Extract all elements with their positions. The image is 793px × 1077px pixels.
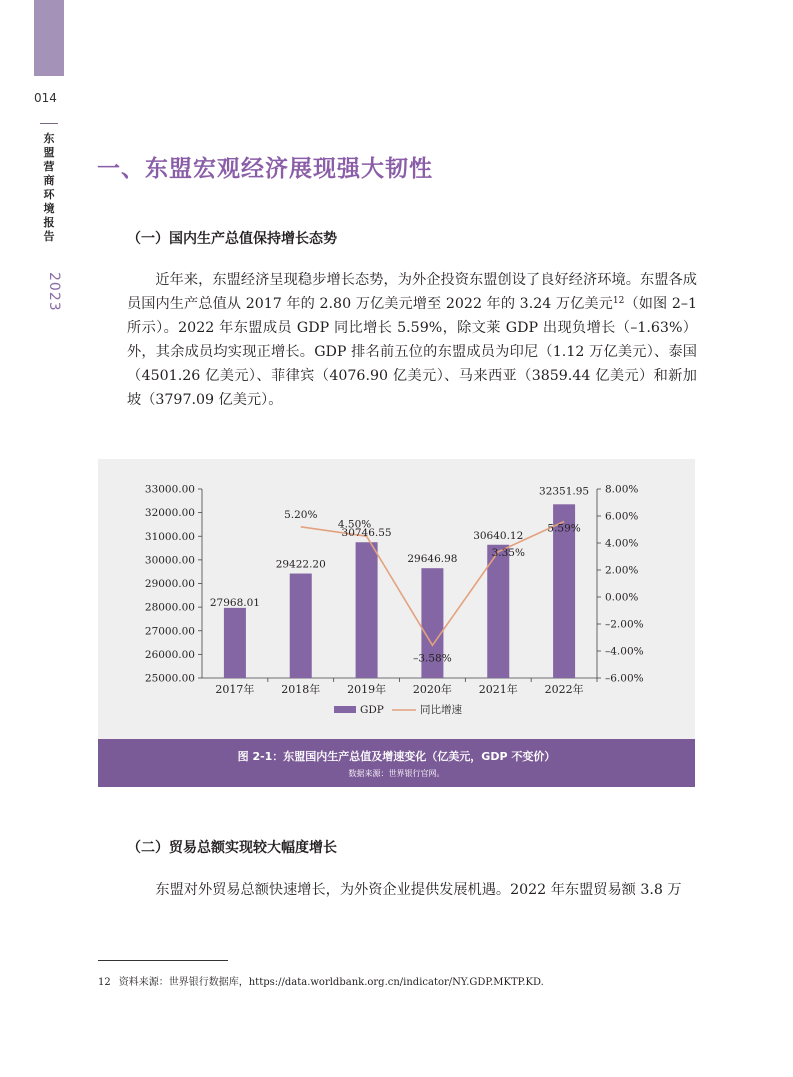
growth-data-label: 5.59% — [547, 522, 581, 535]
right-tick-label: –2.00% — [605, 618, 644, 631]
x-tick-label: 2021年 — [478, 683, 518, 696]
gdp-data-label: 30746.55 — [341, 527, 392, 540]
footnote-divider — [98, 960, 228, 961]
right-tick-label: 6.00% — [605, 510, 639, 523]
paragraph-gdp-part-a: 近年来，东盟经济呈现稳步增长态势，为外企投资东盟创设了良好经济环境。东盟各成员国内生产总值从 2017 年的 2.80 万亿美元增至 2022 年的 3.24 万亿美元 — [127, 272, 697, 312]
right-tick-label: –4.00% — [605, 645, 644, 658]
side-divider — [40, 123, 58, 124]
gdp-data-label: 30640.12 — [473, 529, 524, 542]
right-tick-label: 4.00% — [605, 537, 639, 550]
gdp-data-label: 27968.01 — [209, 596, 260, 609]
gdp-data-label: 29422.20 — [275, 558, 326, 571]
growth-data-label: 3.35% — [491, 546, 525, 559]
right-tick-label: 8.00% — [605, 483, 639, 496]
growth-data-label: –3.58% — [413, 652, 452, 665]
x-tick-label: 2020年 — [412, 683, 452, 696]
footnote-text: 资料来源：世界银行数据库，https://data.worldbank.org.cn/indicator/NY.GDP.MKTP.KD. — [118, 977, 544, 988]
paragraph-gdp — [127, 268, 697, 412]
right-tick-label: 0.00% — [605, 591, 639, 604]
footnote-ref[interactable]: 12 — [612, 296, 625, 306]
left-tick-label: 29000.00 — [144, 578, 195, 590]
gdp-bar — [224, 608, 246, 678]
gdp-bar — [356, 542, 378, 678]
gdp-data-label: 29646.98 — [407, 553, 458, 566]
figure-caption: 图 2-1：东盟国内生产总值及增速变化（亿美元，GDP 不变价） — [237, 750, 556, 763]
legend-growth-label: 同比增速 — [420, 704, 462, 716]
left-tick-label: 25000.00 — [144, 672, 195, 685]
subsection-title-2: （二）贸易总额实现较大幅度增长 — [127, 840, 337, 856]
x-tick-label: 2022年 — [544, 683, 584, 696]
figure-caption-band — [98, 739, 695, 787]
section-title: 一、东盟宏观经济展现强大韧性 — [97, 156, 433, 182]
left-tick-label: 27000.00 — [144, 625, 195, 638]
page-number: 014 — [34, 91, 57, 105]
paragraph-gdp-part-b: （如图 2–1 所示）。2022 年东盟成员 GDP 同比增长 5.59%，除文莱 GDP 出现负增长（–1.63%）外，其余成员均实现正增长。GDP 排名前五位的东盟成员为印尼（1.12 万亿美元）、泰国（4501.26 亿美元）、菲律宾（4076.90 亿美元）、马来西亚（3859.44 亿美元）和新加坡（3797.09 亿美元）。 — [127, 296, 697, 408]
x-tick-label: 2019年 — [347, 683, 387, 696]
gdp-chart — [98, 459, 695, 739]
legend-gdp-label: GDP — [360, 704, 384, 716]
right-tick-label: 2.00% — [605, 564, 639, 577]
figure-source: 数据来源：世界银行官网。 — [348, 769, 445, 778]
gdp-data-label: 32351.95 — [539, 485, 590, 498]
growth-data-label: 5.20% — [284, 508, 318, 521]
x-tick-label: 2018年 — [281, 683, 321, 696]
subsection-title-1: （一）国内生产总值保持增长态势 — [127, 231, 337, 247]
x-tick-label: 2017年 — [215, 683, 255, 696]
gdp-figure — [98, 459, 695, 787]
right-tick-label: –6.00% — [605, 672, 644, 685]
book-year: 2023 — [46, 272, 62, 312]
growth-data-label: 4.50% — [337, 518, 372, 531]
left-tick-label: 32000.00 — [144, 507, 195, 520]
book-title: 东盟营商环境报告 — [43, 132, 55, 243]
legend-gdp-swatch — [334, 706, 356, 713]
left-tick-label: 30000.00 — [144, 554, 195, 567]
left-tick-label: 28000.00 — [144, 601, 195, 614]
gdp-bar — [487, 545, 509, 678]
paragraph-trade: 东盟对外贸易总额快速增长，为外资企业提供发展机遇。2022 年东盟贸易额 3.8 万 — [155, 882, 682, 898]
left-tick-label: 26000.00 — [144, 648, 195, 661]
left-tick-label: 31000.00 — [144, 530, 195, 543]
footnote-number: 12 — [98, 977, 111, 988]
side-tab — [34, 0, 64, 76]
gdp-bar — [290, 574, 312, 678]
left-tick-label: 33000.00 — [144, 483, 195, 496]
footnote — [98, 973, 544, 988]
